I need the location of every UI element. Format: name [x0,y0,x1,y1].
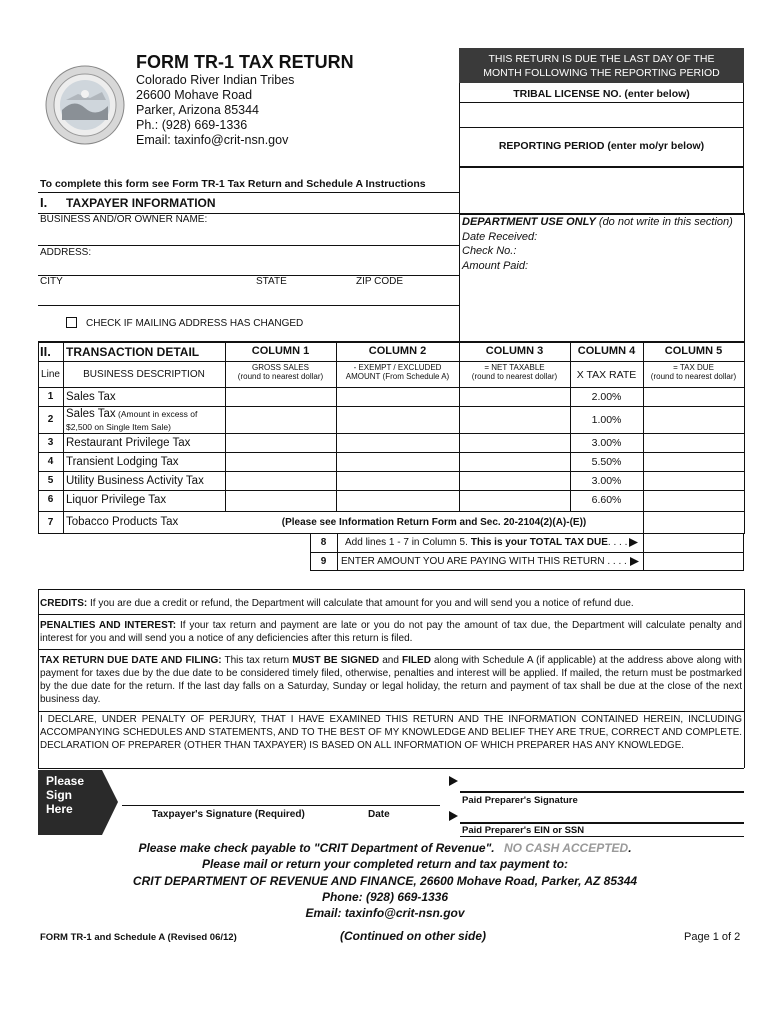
line9-num: 9 [320,556,327,567]
row6-col2-input[interactable] [337,491,458,508]
row2-col5-input[interactable] [644,407,743,432]
row4-rate: 5.50% [591,455,622,468]
col1-sub1: GROSS SALES [252,363,309,372]
row1-col3-input[interactable] [460,388,569,405]
mail-note: Please mail or return your completed return and tax payment to: [201,857,569,871]
row6-line: 6 [47,494,54,505]
line8-num: 8 [320,537,327,548]
row4-line: 4 [47,456,54,467]
due-bold: TAX RETURN DUE DATE AND FILING: [40,655,222,666]
row6-col1-input[interactable] [226,491,335,508]
row5-rate: 3.00% [591,474,622,487]
row6-col3-input[interactable] [460,491,569,508]
due-bold3: FILED [402,655,431,666]
row2-desc-block [66,407,224,433]
row2-col3-input[interactable] [460,407,569,432]
row2-line: 2 [47,414,54,425]
row3-col5-input[interactable] [644,434,743,451]
row4-col5-input[interactable] [644,453,743,470]
col3-header: COLUMN 3 [485,345,544,357]
due-text3: along with Schedule A (if applicable) at the address above along with payment for taxes due by the due date to be considered timely filed, otherwise, penalties and interest will be applied. If mailed, the return must be postmarked by the due date for the return. If the last day falls on a Saturday, Sunday or legal holiday, the return and payment of tax shall be due at the close of the next business day. [40,655,742,705]
license-number-field[interactable] [459,102,744,128]
org-name: Colorado River Indian Tribes [136,73,295,87]
row7-desc: Tobacco Products Tax [66,516,179,528]
line9-payment-input[interactable] [644,553,743,570]
col5-header: COLUMN 5 [664,345,723,357]
section2-title: TRANSACTION DETAIL [66,345,200,359]
col1-header: COLUMN 1 [251,345,310,357]
line8-total-input[interactable] [644,534,743,551]
line-header: Line [41,369,60,380]
dept-use-heading [462,216,733,228]
payable-text: Please make check payable to "CRIT Department of Revenue". [138,841,495,855]
state-label: STATE [256,276,287,287]
mailing-address-checkbox[interactable] [66,317,77,328]
instructions-note: To complete this form see Form TR-1 Tax Return and Schedule A Instructions [40,178,426,190]
form-revision: FORM TR-1 and Schedule A (Revised 06/12) [40,932,237,943]
row1-col5-input[interactable] [644,388,743,405]
row6-col5-input[interactable] [644,491,743,508]
row3-desc: Restaurant Privilege Tax [66,436,191,449]
due-date-note [40,654,742,706]
penalties-bold: PENALTIES AND INTEREST: [40,620,177,631]
row4-col3-input[interactable] [460,453,569,470]
col3-sub1: = NET TAXABLE [484,363,545,372]
preparer-ein-field[interactable] [460,807,744,822]
penalties-note [40,619,742,645]
sign-please: Please [46,774,85,788]
row3-col1-input[interactable] [226,434,335,451]
row3-rate: 3.00% [591,436,622,449]
preparer-signature-field[interactable] [460,774,744,791]
due-banner [459,48,744,83]
zip-label: ZIP CODE [356,276,404,287]
page-number: Page 1 of 2 [684,931,741,943]
row5-col1-input[interactable] [226,472,335,489]
org-address1: 26600 Mohave Road [136,88,253,102]
reporting-period-label: REPORTING PERIOD (enter mo/yr below) [498,140,705,152]
due-banner-line1: THIS RETURN IS DUE THE LAST DAY OF THE [488,53,715,65]
payable-period: . [628,841,632,855]
dept-use-bold: DEPARTMENT USE ONLY [462,216,596,228]
line8-text [345,533,638,552]
org-address2: Parker, Arizona 85344 [136,103,259,117]
business-name-field[interactable] [38,226,459,244]
arrow-right-icon [629,538,638,547]
row7-note: (Please see Information Return Form and Sec. 20-2104(2)(A)-(E)) [281,516,587,528]
row1-line: 1 [47,391,54,402]
col5-subheader [643,363,744,381]
row7-line: 7 [47,516,54,528]
section1-title: TAXPAYER INFORMATION [66,196,216,210]
taxpayer-signature-label: Taxpayer's Signature (Required) [152,809,305,820]
line8-bold: This is your TOTAL TAX DUE [470,537,608,548]
row4-col2-input[interactable] [337,453,458,470]
taxpayer-signature-field[interactable] [122,780,342,804]
due-bold2: MUST BE SIGNED [292,655,380,666]
business-name-label: BUSINESS AND/OR OWNER NAME: [40,214,208,225]
arrow-right-icon [630,557,639,566]
form-title: FORM TR-1 TAX RETURN [136,52,354,72]
line9-plain: ENTER AMOUNT YOU ARE PAYING WITH THIS RETURN . . . . [341,556,627,567]
line8-dots: . . . . [607,537,628,548]
col5-sub1: = TAX DUE [673,363,714,372]
col2-subheader [336,363,459,381]
col4-subheader: X TAX RATE [576,368,637,381]
amount-paid-label: Amount Paid: [462,260,529,272]
arrow-right-icon [449,811,458,821]
row6-rate: 6.60% [591,493,622,506]
no-cash-accepted: NO CASH ACCEPTED [503,841,629,855]
credits-note [40,597,742,610]
mailing-address-check-label: CHECK IF MAILING ADDRESS HAS CHANGED [86,318,304,329]
col2-header: COLUMN 2 [368,345,427,357]
section2-num: II. [40,344,51,359]
row1-rate: 2.00% [591,390,622,403]
row4-col1-input[interactable] [226,453,335,470]
row1-desc: Sales Tax [66,390,116,403]
arrow-right-icon [449,776,458,786]
row5-col3-input[interactable] [460,472,569,489]
continued-note: (Continued on other side) [340,929,486,943]
license-label: TRIBAL LICENSE NO. (enter below) [513,88,690,100]
row5-col2-input[interactable] [337,472,458,489]
footer-phone: Phone: (928) 669-1336 [321,890,449,904]
row2-desc: Sales Tax [66,408,116,420]
row2-desc-small: (Amount in excess of [115,409,198,419]
line9-text [341,552,639,571]
city-state-zip-field[interactable] [38,288,459,304]
due-banner-line2: MONTH FOLLOWING THE REPORTING PERIOD [483,67,720,79]
row6-desc: Liquor Privilege Tax [66,493,167,506]
city-label: CITY [40,276,63,287]
sign-here-box [38,770,118,835]
col3-subheader [459,363,570,381]
org-phone: Ph.: (928) 669-1336 [136,118,248,132]
credits-bold: CREDITS: [40,598,88,609]
col2-sub1: - EXEMPT / EXCLUDED [353,363,442,372]
col1-sub2: (round to nearest dollar) [237,372,324,381]
due-text1: This tax return [221,655,293,666]
preparer-ein-label: Paid Preparer's EIN or SSN [462,825,585,836]
row3-line: 3 [47,437,54,448]
date-received-label: Date Received: [462,231,538,243]
credits-text: If you are due a credit or refund, the Department will calculate that amount for you and will send you a notice of refund due. [87,598,634,609]
sign-here: Here [46,802,73,816]
row2-desc-small2: $2,500 on Single Item Sale) [66,422,171,432]
due-text2: and [379,655,403,666]
row5-line: 5 [47,475,54,486]
description-header: BUSINESS DESCRIPTION [83,369,205,380]
row7-col5-input[interactable] [644,512,743,532]
col3-sub2: (round to nearest dollar) [471,372,558,381]
date-label: Date [368,809,390,820]
col4-header: COLUMN 4 [577,345,636,357]
penalties-text: If your tax return and payment are late or you do not pay the amount of tax due, the Department will calculate penalty and interest for you and will send you a notice of any deficiencies after this return is filed. [40,620,742,644]
address-field[interactable] [38,258,459,274]
row3-col2-input[interactable] [337,434,458,451]
row4-desc: Transient Lodging Tax [66,455,179,468]
col5-sub2: (round to nearest dollar) [650,372,737,381]
check-no-label: Check No.: [462,245,517,257]
section1-num: I. [40,195,48,210]
footer-email: Email: taxinfo@crit-nsn.gov [305,906,465,920]
dept-address: CRIT DEPARTMENT OF REVENUE AND FINANCE, 26600 Mohave Road, Parker, AZ 85344 [132,874,638,888]
col1-subheader [225,363,336,381]
dept-use-rest: (do not write in this section) [595,216,733,228]
row5-col5-input[interactable] [644,472,743,489]
reporting-period-field[interactable] [459,167,744,215]
declaration-note: I DECLARE, UNDER PENALTY OF PERJURY, THAT I HAVE EXAMINED THIS RETURN AND THE INFORMATION CONTAINED HEREIN, INCLUDING ACCOMPANYING SCHEDULES AND STATEMENTS, AND TO THE BEST OF MY KNOWLEDGE AND BELIEF THEY ARE TRUE, CORRECT AND COMPLETE. DECLARATION OF PREPARER (OTHER THAN TAXPAYER) IS BASED ON ALL INFORMATION OF WHICH PREPARER HAS ANY KNOWLEDGE. [40,714,742,751]
tribal-seal [44,64,126,146]
date-field[interactable] [344,780,440,804]
sign-sign: Sign [46,788,72,802]
address-label: ADDRESS: [40,247,92,258]
preparer-signature-label: Paid Preparer's Signature [462,795,578,806]
line8-plain: Add lines 1 - 7 in Column 5. [345,537,468,548]
row1-col1-input[interactable] [226,388,335,405]
col2-sub2: AMOUNT (From Schedule A) [345,372,450,381]
row2-col1-input[interactable] [226,407,335,432]
row5-desc: Utility Business Activity Tax [66,474,204,487]
row2-rate: 1.00% [591,413,622,426]
row3-col3-input[interactable] [460,434,569,451]
row2-col2-input[interactable] [337,407,458,432]
row1-col2-input[interactable] [337,388,458,405]
org-email: Email: taxinfo@crit-nsn.gov [136,133,289,147]
payable-note [0,841,770,855]
